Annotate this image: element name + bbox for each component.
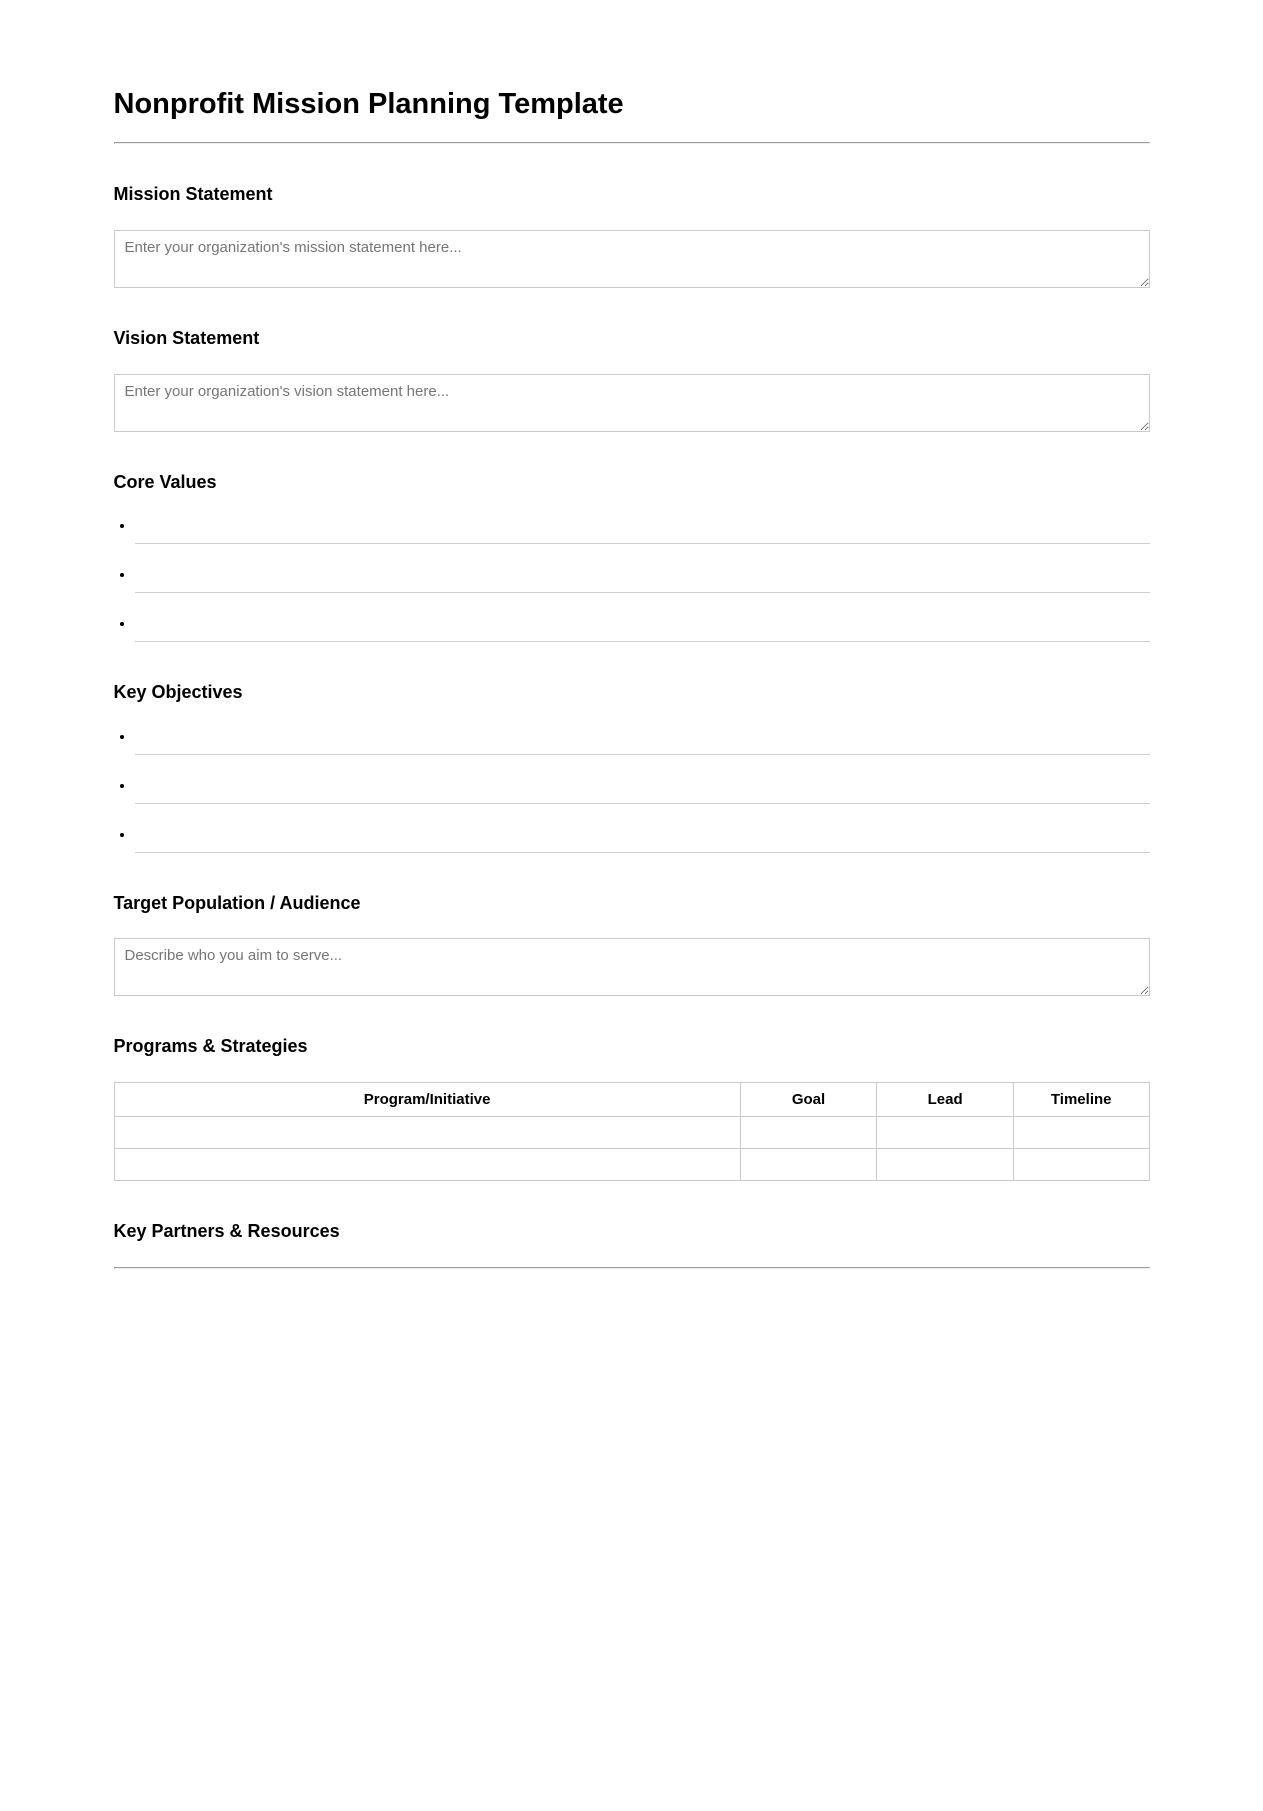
column-header-goal: Goal: [740, 1082, 877, 1116]
mission-statement-heading: Mission Statement: [113, 184, 273, 205]
table-row: [114, 1116, 1149, 1148]
target-population-input[interactable]: [114, 938, 1150, 996]
column-header-program: Program/Initiative: [114, 1082, 740, 1116]
table-header-row: [114, 1082, 1149, 1116]
core-values-item: [135, 615, 1150, 642]
table-cell: [877, 1148, 1014, 1180]
blank-fill-line: [135, 615, 1150, 642]
table-cell: [114, 1148, 740, 1180]
blank-fill-line: [135, 777, 1150, 804]
mission-statement-input[interactable]: [114, 230, 1150, 288]
vision-statement-input[interactable]: [114, 374, 1150, 432]
column-header-timeline: Timeline: [1013, 1082, 1149, 1116]
core-values-item: [135, 566, 1150, 593]
document-page: [114, 0, 1150, 1269]
blank-fill-line: [135, 826, 1150, 853]
core-values-list: [114, 517, 1150, 642]
table-cell: [877, 1116, 1014, 1148]
target-population-heading: Target Population / Audience: [113, 892, 361, 913]
table-cell: [740, 1148, 877, 1180]
programs-strategies-heading: Programs & Strategies: [113, 1036, 308, 1057]
table-cell: [1013, 1148, 1149, 1180]
key-objectives-item: [135, 826, 1150, 853]
table-cell: [114, 1116, 740, 1148]
key-objectives-heading: Key Objectives: [113, 682, 243, 703]
blank-fill-line: [135, 566, 1150, 593]
blank-fill-line: [135, 728, 1150, 755]
blank-fill-line: [135, 517, 1150, 544]
page-title: Nonprofit Mission Planning Template: [113, 88, 624, 120]
core-values-heading: Core Values: [113, 471, 217, 492]
table-row: [114, 1148, 1149, 1180]
key-partners-heading: Key Partners & Resources: [113, 1220, 340, 1241]
table-cell: [740, 1116, 877, 1148]
vision-statement-heading: Vision Statement: [113, 327, 260, 348]
core-values-item: [135, 517, 1150, 544]
key-objectives-item: [135, 728, 1150, 755]
key-objectives-item: [135, 777, 1150, 804]
key-partners-line: [114, 1267, 1150, 1269]
title-divider: [114, 142, 1150, 144]
programs-strategies-table: [114, 1082, 1150, 1181]
key-objectives-list: [114, 728, 1150, 853]
column-header-lead: Lead: [877, 1082, 1014, 1116]
table-cell: [1013, 1116, 1149, 1148]
